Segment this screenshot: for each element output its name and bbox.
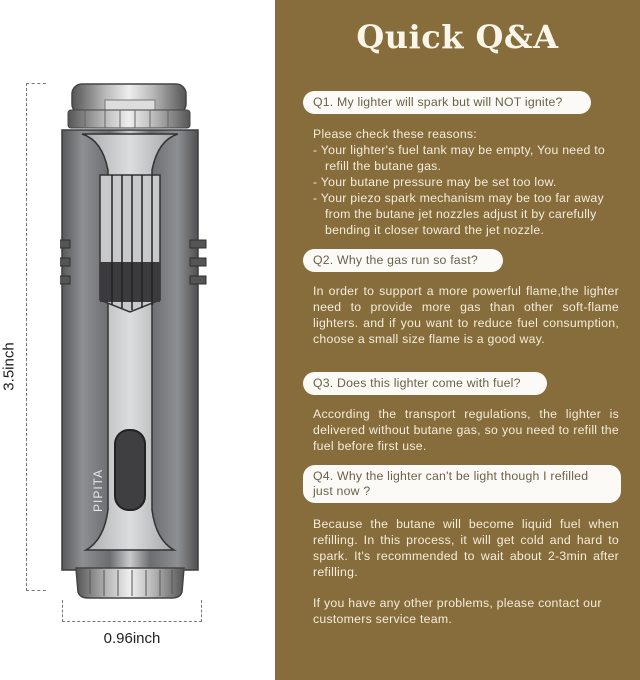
answer-1: [313, 126, 619, 238]
answer-1-point-1: - Your lighter's fuel tank may be empty, You need to refill the butane gas.: [313, 143, 605, 173]
height-label: 3.5inch: [0, 342, 18, 391]
question-1: Q1. My lighter will spark but will NOT ignite?: [303, 91, 591, 114]
contact-note: If you have any other problems, please contact our customers service team.: [313, 596, 602, 626]
answer-1-point-2: - Your butane pressure may be set too low.: [313, 175, 557, 189]
brand-engraving: PIPITA: [91, 468, 105, 512]
question-2: Q2. Why the gas run so fast?: [303, 249, 503, 272]
qa-panel: [275, 0, 640, 680]
question-4: Q4. Why the lighter can't be light though I refilled just now ?: [303, 465, 621, 503]
lighter-image: [60, 80, 210, 600]
width-dimension-line: [62, 600, 202, 622]
answer-1-point-3: - Your piezo spark mechanism may be too far away from the butane jet nozzles adjust it by carefully bending it closer toward the jet nozzle.: [313, 191, 604, 237]
answer-2: In order to support a more powerful flame,the lighter need to provide more gas than other soft-flame lighters. and if you want to reduce fuel consumption, choose a small size flame is a good way.: [313, 284, 619, 346]
answer-1-intro: Please check these reasons:: [313, 127, 477, 141]
width-label: 0.96inch: [103, 630, 161, 647]
qa-title: Quick Q&A: [356, 18, 559, 56]
height-dimension-line: [26, 83, 46, 591]
answer-3: According the transport regulations, the lighter is delivered without butane gas, so you need to refill the fuel before first use.: [313, 407, 619, 453]
question-3: Q3. Does this lighter come with fuel?: [303, 372, 547, 395]
answer-4: Because the butane will become liquid fuel when refilling. In this process, it will get cold and hard to spark. It's recommended to wait about 2-3min after refilling.: [313, 517, 619, 579]
product-image-panel: [0, 0, 275, 680]
